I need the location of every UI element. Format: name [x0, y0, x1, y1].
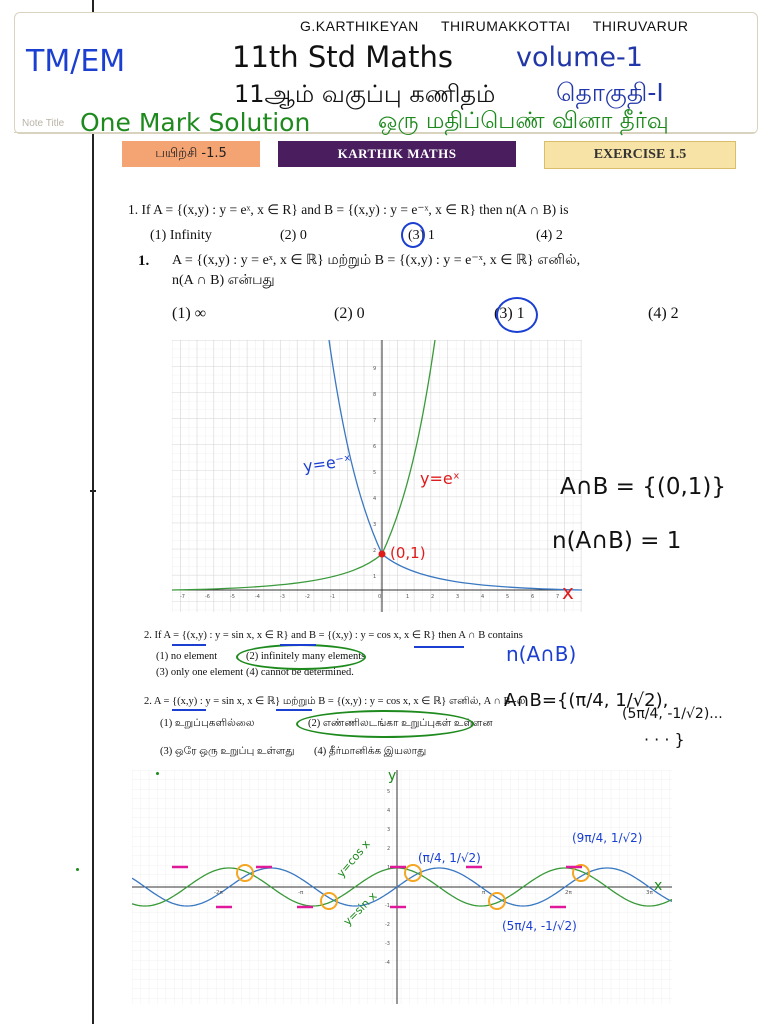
q2-answer-circle-en [236, 644, 366, 670]
q1-x-tick: -4 [255, 594, 260, 600]
q1-y-tick: 7 [373, 418, 377, 424]
q1-graph [172, 340, 582, 612]
q1-y-tick: 2 [373, 548, 377, 554]
q2-point-label-3: (9π/4, 1/√2) [572, 831, 643, 845]
q1-option-ta-2: (2) 0 [334, 305, 365, 322]
q1-option-en-3: (3) 1 [408, 228, 435, 243]
q2-x-tick: 2π [565, 890, 572, 896]
q2-option-en-3: (3) only one element [156, 667, 244, 678]
q2-y-axis-label: y [388, 770, 397, 784]
q1-x-tick: 1 [406, 594, 410, 600]
q2-underline-b [280, 644, 316, 646]
q1-option-ta-3: (3) 1 [494, 305, 525, 322]
q1-solution-set: A∩B = {(0,1)} [560, 474, 727, 500]
q2-x-tick: -π [298, 890, 304, 896]
q1-answer-circle [496, 297, 538, 333]
q1-y-tick: 9 [373, 366, 377, 372]
q2-option-ta-4: (4) தீர்மானிக்க இயலாது [314, 746, 427, 757]
margin-tick [90, 490, 96, 492]
q2-solution-tail: · · · } [644, 730, 685, 749]
pen-dot [76, 868, 79, 871]
exercise-badge-tamil: பயிற்சி -1.5 [122, 141, 260, 167]
exercise-badge: EXERCISE 1.5 [544, 141, 736, 169]
q1-x-tick: -1 [330, 594, 335, 600]
q1-x-tick: 7 [556, 594, 560, 600]
q2-y-tick: -2 [385, 922, 390, 928]
author-place: THIRUMAKKOTTAI [440, 18, 571, 34]
course-title: 11th Std Maths [232, 40, 453, 74]
q1-y-tick: 6 [373, 444, 377, 450]
q2-label-sin: y=sin x [340, 889, 380, 929]
q1-x-tick: 3 [456, 594, 460, 600]
q1-x-tick: 5 [506, 594, 510, 600]
author-name: G.KARTHIKEYAN [300, 18, 419, 34]
q1-intersection-point [379, 551, 386, 558]
q2-y-tick: -3 [385, 941, 390, 947]
volume-label: volume-1 [516, 42, 643, 73]
brand-badge: KARTHIK MATHS [278, 141, 516, 167]
q1-y-tick: 1 [373, 574, 377, 580]
q2-label-cos: y=cos x [334, 837, 373, 880]
q1-point-label: (0,1) [390, 544, 426, 562]
q2-solution-point-1: (π/4, 1/√2), [568, 690, 669, 711]
q2-solution-set-open: A∩B={ [504, 690, 569, 711]
medium-label: TM/EM [26, 44, 126, 79]
q1-option-en-4: (4) 2 [536, 228, 563, 243]
q2-option-ta-3: (3) ஒரே ஒரு உறுப்பு உள்ளது [160, 746, 295, 757]
volume-label-tamil: தொகுதி-I [556, 78, 664, 107]
q1-answer-mark-en [401, 222, 425, 248]
q2-x-axis-label: x [654, 878, 663, 894]
q1-y-tick: 8 [373, 392, 377, 398]
pen-dot [156, 772, 159, 775]
q2-graph [132, 770, 672, 1004]
q2-y-tick: 2 [387, 846, 391, 852]
q1-graph-grid-major [172, 340, 582, 612]
q1-x-tick: 6 [531, 594, 535, 600]
q1-y-tick: 3 [373, 522, 377, 528]
q1-x-tick: -3 [280, 594, 285, 600]
q1-option-en-1: (1) Infinity [150, 228, 212, 243]
q2-note: n(A∩B) [506, 642, 577, 666]
q1-x-tick: 0 [378, 594, 382, 600]
q1-x-tick: -5 [230, 594, 235, 600]
q2-x-tick: 3π [646, 890, 653, 896]
q1-label-e-x: y=eˣ [420, 469, 460, 488]
q2-point-label-2: (5π/4, -1/√2) [502, 919, 577, 933]
q2-y-tick: -4 [385, 960, 390, 966]
q2-option-ta-1: (1) உறுப்புகளில்லை [160, 718, 255, 729]
q2-underline-ta-b [276, 709, 312, 711]
margin-line [92, 0, 94, 1024]
subtitle-tamil: ஒரு மதிப்பெண் வினா தீர்வு [378, 108, 669, 134]
q2-option-ta-2: (2) எண்ணிலடங்கா உறுப்புகள் உள்ளன [308, 718, 493, 729]
q1-x-axis-label: x [562, 580, 574, 604]
q2-question-ta: 2. A = {(x,y) : y = sin x, x ∈ ℝ} மற்றும் B = {(x,y) : y = cos x, x ∈ ℝ} எனில், A ∩ B -ல் [144, 696, 526, 707]
author-district: THIRUVARUR [592, 18, 689, 34]
q2-y-tick: 1 [387, 865, 391, 871]
q2-x-tick: -2π [214, 890, 223, 896]
q1-x-tick: -6 [205, 594, 210, 600]
course-title-tamil: 11ஆம் வகுப்பு கணிதம் [234, 80, 496, 108]
q2-option-en-4: (4) cannot be determined. [246, 667, 354, 678]
q2-question-en: 2. If A = {(x,y) : y = sin x, x ∈ R} and B = {(x,y) : y = cos x, x ∈ R} then A ∩ B contains [144, 630, 523, 641]
q1-x-tick: 2 [431, 594, 435, 600]
q2-y-tick: 4 [387, 808, 391, 814]
q1-option-en-2: (2) 0 [280, 228, 307, 243]
q2-y-tick: 3 [387, 827, 391, 833]
q1-x-tick: -7 [180, 594, 185, 600]
q1-label-e-neg-x: y=e⁻ˣ [301, 450, 353, 476]
q1-solution-count: n(A∩B) = 1 [552, 528, 682, 554]
q2-option-en-1: (1) no element [156, 651, 218, 662]
q2-underline-a [172, 644, 206, 646]
q2-answer-circle-ta [296, 710, 474, 738]
q2-solution-point-2: (5π/4, -1/√2)... [622, 706, 723, 722]
q1-question-en: 1. If A = {(x,y) : y = eˣ, x ∈ R} and B = {(x,y) : y = e⁻ˣ, x ∈ R} then n(A ∩ B) is [128, 202, 569, 217]
q2-y-tick: -1 [385, 903, 390, 909]
q1-number-ta: 1. [138, 253, 150, 269]
q1-option-ta-4: (4) 2 [648, 305, 679, 322]
q2-underline-c [414, 646, 464, 648]
author-line [300, 18, 688, 34]
subtitle: One Mark Solution [80, 108, 311, 137]
q2-point-label-1: (π/4, 1/√2) [418, 851, 481, 865]
q1-question-ta: A = {(x,y) : y = eˣ, x ∈ ℝ} மற்றும் B = {(x,y) : y = e⁻ˣ, x ∈ ℝ} எனில், [172, 253, 581, 268]
q2-x-tick: π [482, 890, 486, 896]
q2-option-en-2: (2) infinitely many elements [246, 651, 366, 662]
q1-question-ta-2: n(A ∩ B) என்பது [172, 273, 275, 288]
q2-underline-ta-a [172, 709, 206, 711]
note-title: Note Title [22, 118, 65, 129]
q1-option-ta-1: (1) ∞ [172, 305, 207, 322]
q2-y-tick: 5 [387, 789, 391, 795]
q1-x-tick: 4 [481, 594, 485, 600]
q1-x-tick: -2 [305, 594, 310, 600]
q1-y-tick: 5 [373, 470, 377, 476]
q1-y-tick: 4 [373, 496, 377, 502]
